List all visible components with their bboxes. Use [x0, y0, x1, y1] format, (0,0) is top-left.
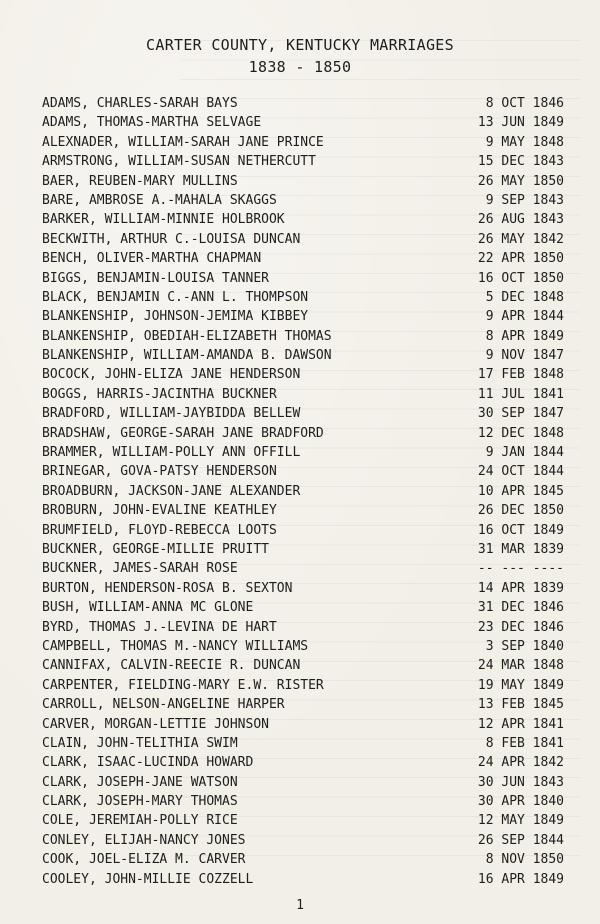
marriage-entry	[42, 792, 572, 811]
marriage-entry	[42, 346, 572, 365]
marriage-entry	[42, 94, 572, 113]
entry-couple-names: BUCKNER, JAMES-SARAH ROSE	[42, 561, 238, 577]
entry-couple-names: BLANKENSHIP, WILLIAM-AMANDA B. DAWSON	[42, 348, 332, 364]
entry-couple-names: BUCKNER, GEORGE-MILLIE PRUITT	[42, 541, 269, 557]
entry-marriage-date: 8 NOV 1850	[485, 852, 564, 868]
marriage-entry	[42, 288, 572, 307]
entry-marriage-date: 22 APR 1850	[477, 251, 564, 267]
marriage-entry	[42, 172, 572, 191]
marriage-entry	[42, 365, 572, 384]
entry-couple-names: BRINEGAR, GOVA-PATSY HENDERSON	[42, 464, 277, 480]
entry-marriage-date: 9 JAN 1844	[485, 445, 564, 461]
entry-marriage-date: 11 JUL 1841	[477, 386, 564, 402]
marriage-entry	[42, 811, 572, 830]
entry-couple-names: BROBURN, JOHN-EVALINE KEATHLEY	[42, 503, 277, 519]
entry-marriage-date: 3 SEP 1840	[485, 638, 564, 654]
marriage-entry	[42, 249, 572, 268]
document-title: CARTER COUNTY, KENTUCKY MARRIAGES	[146, 36, 454, 54]
page-number: 1	[296, 898, 304, 913]
marriage-entry	[42, 540, 572, 559]
entry-marriage-date: 9 NOV 1847	[485, 348, 564, 364]
entry-couple-names: BURTON, HENDERSON-ROSA B. SEXTON	[42, 580, 293, 596]
entry-couple-names: CLARK, JOSEPH-JANE WATSON	[42, 774, 238, 790]
entry-marriage-date: 26 DEC 1850	[477, 503, 564, 519]
entry-marriage-date: 23 DEC 1846	[477, 619, 564, 635]
entry-marriage-date: 24 APR 1842	[477, 755, 564, 771]
entry-marriage-date: 13 FEB 1845	[477, 697, 564, 713]
marriage-entry	[42, 424, 572, 443]
entry-marriage-date: 31 MAR 1839	[477, 541, 564, 557]
marriage-entry	[42, 462, 572, 481]
marriage-entry	[42, 443, 572, 462]
entry-marriage-date: 24 MAR 1848	[477, 658, 564, 674]
marriage-entry	[42, 618, 572, 637]
marriage-entry	[42, 482, 572, 501]
entry-couple-names: BENCH, OLIVER-MARTHA CHAPMAN	[42, 251, 262, 267]
entry-couple-names: BRADFORD, WILLIAM-JAYBIDDA BELLEW	[42, 406, 301, 422]
entry-marriage-date: 12 DEC 1848	[477, 425, 564, 441]
marriage-entry	[42, 734, 572, 753]
entry-marriage-date: 16 OCT 1850	[477, 270, 564, 286]
marriage-entry	[42, 152, 572, 171]
marriage-entry	[42, 501, 572, 520]
marriage-entry	[42, 870, 572, 889]
entry-couple-names: BUSH, WILLIAM-ANNA MC GLONE	[42, 600, 254, 616]
marriage-entry	[42, 307, 572, 326]
marriage-entry	[42, 269, 572, 288]
entry-marriage-date: -- --- ----	[477, 561, 564, 577]
entry-marriage-date: 15 DEC 1843	[477, 154, 564, 170]
entry-couple-names: BYRD, THOMAS J.-LEVINA DE HART	[42, 619, 277, 635]
entry-couple-names: CLARK, JOSEPH-MARY THOMAS	[42, 794, 238, 810]
entry-marriage-date: 5 DEC 1848	[485, 289, 564, 305]
entry-couple-names: BOCOCK, JOHN-ELIZA JANE HENDERSON	[42, 367, 301, 383]
entry-couple-names: CANNIFAX, CALVIN-REECIE R. DUNCAN	[42, 658, 301, 674]
marriage-list	[42, 94, 572, 889]
entry-marriage-date: 10 APR 1845	[477, 483, 564, 499]
entry-marriage-date: 14 APR 1839	[477, 580, 564, 596]
entry-marriage-date: 9 APR 1844	[485, 309, 564, 325]
entry-marriage-date: 8 OCT 1846	[485, 96, 564, 111]
entry-couple-names: BARKER, WILLIAM-MINNIE HOLBROOK	[42, 212, 285, 228]
entry-marriage-date: 8 APR 1849	[485, 328, 564, 344]
entry-couple-names: ARMSTRONG, WILLIAM-SUSAN NETHERCUTT	[42, 154, 316, 170]
marriage-entry	[42, 385, 572, 404]
marriage-entry	[42, 579, 572, 598]
entry-couple-names: BLANKENSHIP, JOHNSON-JEMIMA KIBBEY	[42, 309, 309, 325]
entry-couple-names: CARROLL, NELSON-ANGELINE HARPER	[42, 697, 285, 713]
entry-couple-names: BECKWITH, ARTHUR C.-LOUISA DUNCAN	[42, 231, 301, 247]
entry-couple-names: BLACK, BENJAMIN C.-ANN L. THOMPSON	[42, 289, 309, 305]
entry-couple-names: BIGGS, BENJAMIN-LOUISA TANNER	[42, 270, 269, 286]
marriage-entry	[42, 676, 572, 695]
document-year-range: 1838 - 1850	[248, 58, 352, 76]
entry-marriage-date: 24 OCT 1844	[477, 464, 564, 480]
entry-marriage-date: 17 FEB 1848	[477, 367, 564, 383]
marriage-entry	[42, 521, 572, 540]
entry-marriage-date: 19 MAY 1849	[477, 677, 564, 693]
entry-marriage-date: 12 APR 1841	[477, 716, 564, 732]
entry-couple-names: BARE, AMBROSE A.-MAHALA SKAGGS	[42, 192, 277, 208]
entry-couple-names: BRAMMER, WILLIAM-POLLY ANN OFFILL	[42, 445, 301, 461]
entry-marriage-date: 13 JUN 1849	[477, 115, 564, 131]
entry-marriage-date: 9 MAY 1848	[485, 134, 564, 150]
entry-marriage-date: 8 FEB 1841	[485, 735, 564, 751]
marriage-entry	[42, 191, 572, 210]
marriage-entry	[42, 637, 572, 656]
entry-marriage-date: 26 MAY 1842	[477, 231, 564, 247]
entry-couple-names: CLAIN, JOHN-TELITHIA SWIM	[42, 735, 238, 751]
entry-couple-names: ADAMS, CHARLES-SARAH BAYS	[42, 96, 238, 111]
marriage-entry	[42, 598, 572, 617]
entry-couple-names: CARVER, MORGAN-LETTIE JOHNSON	[42, 716, 269, 732]
entry-couple-names: CLARK, ISAAC-LUCINDA HOWARD	[42, 755, 254, 771]
marriage-entry	[42, 850, 572, 869]
entry-marriage-date: 26 MAY 1850	[477, 173, 564, 189]
entry-marriage-date: 31 DEC 1846	[477, 600, 564, 616]
entry-marriage-date: 16 APR 1849	[477, 871, 564, 887]
entry-marriage-date: 26 AUG 1843	[477, 212, 564, 228]
entry-couple-names: ALEXNADER, WILLIAM-SARAH JANE PRINCE	[42, 134, 324, 150]
marriage-entry	[42, 656, 572, 675]
marriage-entry	[42, 230, 572, 249]
entry-couple-names: CONLEY, ELIJAH-NANCY JONES	[42, 832, 246, 848]
marriage-entry	[42, 113, 572, 132]
entry-marriage-date: 16 OCT 1849	[477, 522, 564, 538]
marriage-entry	[42, 327, 572, 346]
entry-marriage-date: 9 SEP 1843	[485, 192, 564, 208]
entry-marriage-date: 30 SEP 1847	[477, 406, 564, 422]
marriage-entry	[42, 210, 572, 229]
entry-marriage-date: 12 MAY 1849	[477, 813, 564, 829]
marriage-entry	[42, 715, 572, 734]
entry-marriage-date: 30 JUN 1843	[477, 774, 564, 790]
entry-couple-names: BAER, REUBEN-MARY MULLINS	[42, 173, 238, 189]
marriage-entry	[42, 404, 572, 423]
entry-couple-names: CARPENTER, FIELDING-MARY E.W. RISTER	[42, 677, 324, 693]
entry-couple-names: BRUMFIELD, FLOYD-REBECCA LOOTS	[42, 522, 277, 538]
entry-couple-names: BROADBURN, JACKSON-JANE ALEXANDER	[42, 483, 301, 499]
entry-couple-names: COLE, JEREMIAH-POLLY RICE	[42, 813, 238, 829]
marriage-entry	[42, 695, 572, 714]
entry-couple-names: BLANKENSHIP, OBEDIAH-ELIZABETH THOMAS	[42, 328, 332, 344]
entry-couple-names: CAMPBELL, THOMAS M.-NANCY WILLIAMS	[42, 638, 309, 654]
marriage-entry	[42, 753, 572, 772]
entry-marriage-date: 30 APR 1840	[477, 794, 564, 810]
entry-couple-names: COOLEY, JOHN-MILLIE COZZELL	[42, 871, 254, 887]
marriage-entry	[42, 559, 572, 578]
marriage-entry	[42, 133, 572, 152]
entry-couple-names: ADAMS, THOMAS-MARTHA SELVAGE	[42, 115, 262, 131]
entry-couple-names: COOK, JOEL-ELIZA M. CARVER	[42, 852, 246, 868]
entry-marriage-date: 26 SEP 1844	[477, 832, 564, 848]
marriage-entry	[42, 831, 572, 850]
entry-couple-names: BOGGS, HARRIS-JACINTHA BUCKNER	[42, 386, 277, 402]
entry-couple-names: BRADSHAW, GEORGE-SARAH JANE BRADFORD	[42, 425, 324, 441]
marriage-entry	[42, 773, 572, 792]
